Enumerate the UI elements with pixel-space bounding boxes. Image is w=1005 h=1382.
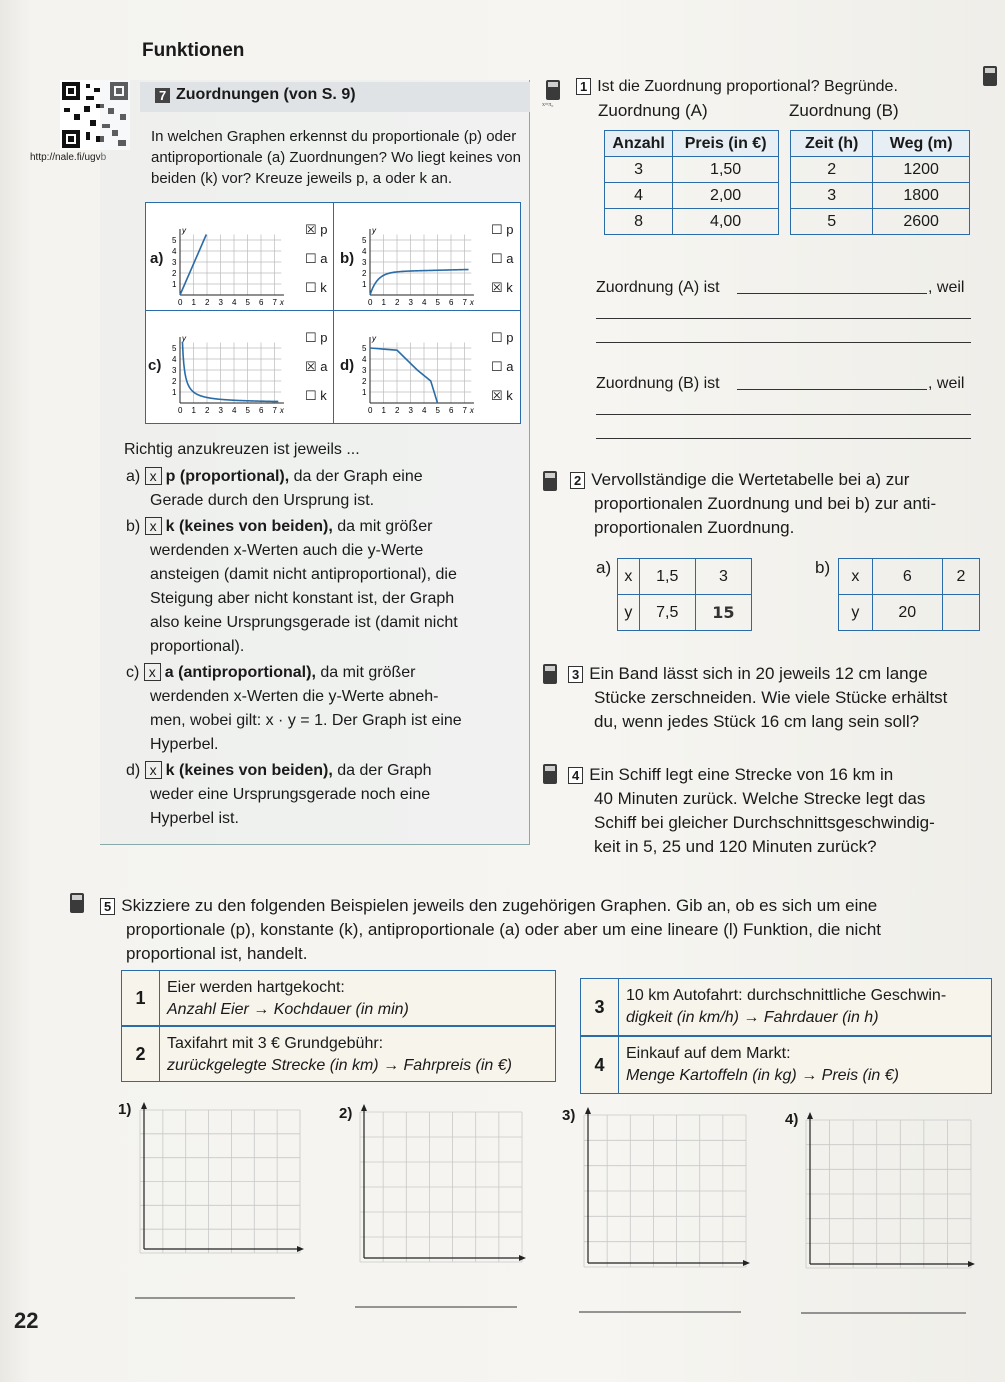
y-tick-label: 2 [362,269,367,278]
exercise-5-text: 5 Skizziere zu den folgenden Beispielen jeweils den zugehörigen Graphen. Gib an, ob es sich um eine proportionale (p), konstante (k), antiproportionale (a) oder aber um eine lineare (l) Funktion, die nicht proportional ist, handelt. [100,894,990,966]
solution-text: da mit größer [332,518,433,535]
x-tick-label: 6 [259,298,264,307]
qr-url[interactable]: http://nale.fi/ugvb [30,152,107,163]
x-arrow-icon [968,1261,975,1267]
x-tick-label: 2 [205,298,210,307]
checkbox-c-k[interactable]: ☐ k [305,388,327,403]
solution-heading: Richtig anzukreuzen ist jeweils ... [124,441,360,458]
x-tick-label: 5 [245,298,250,307]
x-tick-label: 1 [381,406,386,415]
x-tick-label: 7 [272,298,277,307]
x-tick-label: 7 [462,298,467,307]
x-axis-label: x [279,406,284,415]
x-tick-label: 6 [259,406,264,415]
table-2a: x 1,5 3 y 7,5 15 [617,558,752,631]
x-tick-label: 7 [272,406,277,415]
y-tick-label: 5 [362,236,367,245]
y-tick-label: 3 [172,258,177,267]
exercise-3-text: 3 Ein Band lässt sich in 20 jeweils 12 cm lange Stücke zerschneiden. Wie viele Stücke erhältst du, wenn jedes Stück 16 cm lang sein soll? [568,662,947,734]
x-tick-label: 4 [232,298,237,307]
x-tick-label: 1 [191,406,196,415]
y-tick-label: 3 [362,258,367,267]
solution-text: werdenden x-Werten die y-Werte abneh- [150,688,439,705]
solution-text: da mit größer [315,664,416,681]
y-tick-label: 3 [362,366,367,375]
table-b: Zeit (h) Weg (m) 2 1200 3 1800 5 2600 [790,130,970,235]
solution-label: b) [126,518,145,535]
y-tick-label: 5 [172,236,177,245]
y-arrow-icon [807,1112,813,1119]
y-tick-label: 5 [362,344,367,353]
exercise-4-text: 4 Ein Schiff legt eine Strecke von 16 km in 40 Minuten zurück. Welche Strecke legt das Schiff bei gleicher Durchschnittsgeschwindig- keit in 5, 25 und 120 Minuten zurück? [568,763,935,859]
table-2b: x 6 2 y 20 [838,558,980,631]
x-arrow-icon [519,1255,526,1261]
checkmark-box: x [145,761,162,779]
solution-text: also keine Ursprungsgerade ist (damit nicht [150,614,458,631]
x-tick-label: 5 [435,406,440,415]
y-arrow-icon [141,1102,147,1109]
x-tick-label: 7 [462,406,467,415]
checkbox-c-a[interactable]: ☒ a [305,359,328,374]
x-axis-label: x [279,298,284,307]
y-axis-label: y [182,334,186,343]
x-tick-label: 0 [178,298,183,307]
x-tick-label: 0 [178,406,183,415]
checkmark-box: x [145,517,162,535]
x-tick-label: 6 [449,406,454,415]
x-axis-label: x [469,406,474,415]
x-tick-label: 0 [368,406,373,415]
checkbox-d-a[interactable]: ☐ a [491,359,514,374]
checkbox-d-p[interactable]: ☐ p [491,330,514,345]
exercise-7-title: Zuordnungen (von S. 9) [176,86,356,103]
graph-label-d: d) [340,357,355,374]
calculator-label: x≈π₀ [542,102,554,108]
ex5-item-3: 3 10 km Autofahrt: durchschnittliche Geschwin- digkeit (in km/h) → Fahrdauer (in h) [580,978,992,1036]
checkmark-box: x [144,663,161,681]
x-tick-label: 2 [395,406,400,415]
x-arrow-icon [297,1246,304,1252]
y-tick-label: 4 [172,247,177,256]
x-tick-label: 3 [218,406,223,415]
solution-answer: a (antiproportional), [164,664,316,681]
exercise-2-text: 2 Vervollständige die Wertetabelle bei a) zur proportionalen Zuordnung und bei b) zur anti- proportionalen Zuordnung. [570,468,936,540]
solution-text: da der Graph [332,762,432,779]
x-tick-label: 3 [218,298,223,307]
solution-text: Hyperbel. [150,736,219,753]
solution-label: d) [126,762,145,779]
y-arrow-icon [361,1104,367,1111]
checkbox-a-p[interactable]: ☒ p [305,222,328,237]
x-tick-label: 4 [422,406,427,415]
checkbox-b-p[interactable]: ☐ p [491,222,514,237]
y-tick-label: 2 [172,269,177,278]
graph-label-a: a) [150,250,164,267]
y-arrow-icon [585,1107,591,1114]
checkbox-a-k[interactable]: ☐ k [305,280,327,295]
checkmark-box: x [145,467,162,485]
x-tick-label: 3 [408,298,413,307]
solution-text: da der Graph eine [289,468,423,485]
zuordnung-a-label: Zuordnung (A) [598,101,708,120]
y-tick-label: 3 [172,366,177,375]
zuordnung-b-label: Zuordnung (B) [789,101,899,120]
solution-label: a) [126,468,145,485]
table-2b-label: b) [815,558,831,577]
answer-b-prefix: Zuordnung (B) ist [596,375,720,392]
x-tick-label: 5 [245,406,250,415]
x-tick-label: 1 [191,298,196,307]
exercise-1-number: 1 [576,78,591,95]
page-title: Funktionen [142,40,245,61]
checkbox-a-a[interactable]: ☐ a [305,251,328,266]
grid-label-3: 3) [562,1107,576,1124]
grid-label-1: 1) [118,1101,132,1118]
x-tick-label: 0 [368,298,373,307]
page-number: 22 [14,1308,39,1333]
x-tick-label: 3 [408,406,413,415]
checkbox-c-p[interactable]: ☐ p [305,330,328,345]
solution-answer: k (keines von beiden), [165,518,333,535]
table-2a-label: a) [596,558,612,577]
exercise-1-title: Ist die Zuordnung proportional? Begründe. [597,78,898,95]
x-tick-label: 5 [435,298,440,307]
y-tick-label: 4 [172,355,177,364]
solution-text: Hyperbel ist. [150,810,239,827]
exercise-7-question: In welchen Graphen erkennst du proportionale (p) oder antiproportionale (a) Zuordnungen? Wo liegt keines von beiden (k) vor? Kreuze jeweils p, a oder k an. [151,128,521,187]
table-a: Anzahl Preis (in €) 3 1,50 4 2,00 8 4,00 [604,130,779,235]
y-tick-label: 4 [362,355,367,364]
x-arrow-icon [743,1260,750,1266]
y-tick-label: 2 [362,377,367,386]
solution-text: weder eine Ursprungsgerade noch eine [150,786,431,803]
y-tick-label: 1 [362,280,367,289]
solution-text: ansteigen (damit nicht antiproportional), die [150,566,457,583]
solution-text: Gerade durch den Ursprung ist. [150,492,375,509]
answer-b-weil: , weil [928,375,965,392]
x-tick-label: 4 [232,406,237,415]
solution-answer: p (proportional), [165,468,290,485]
y-tick-label: 2 [172,377,177,386]
grid-label-2: 2) [339,1105,353,1122]
answer-a-prefix: Zuordnung (A) ist [596,279,720,296]
handwritten-answer[interactable]: 15 [695,595,751,631]
ex5-item-2: 2 Taxifahrt mit 3 € Grundgebühr: zurückgelegte Strecke (in km) → Fahrpreis (in €) [121,1026,556,1082]
solution-text: proportional). [150,638,245,655]
solution-text: Steigung aber nicht konstant ist, der Graph [150,590,455,607]
y-axis-label: y [372,226,376,235]
solution-text: men, wobei gilt: x · y = 1. Der Graph ist eine [150,712,462,729]
answer-a-weil: , weil [928,279,965,296]
x-axis-label: x [469,298,474,307]
ex5-item-1: 1 Eier werden hartgekocht: Anzahl Eier → Kochdauer (in min) [121,970,556,1026]
grid-label-4: 4) [785,1111,799,1128]
y-tick-label: 1 [172,280,177,289]
x-tick-label: 1 [381,298,386,307]
x-tick-label: 2 [395,298,400,307]
solution-text: werdenden x-Werten auch die y-Werte [150,542,424,559]
y-tick-label: 5 [172,344,177,353]
x-tick-label: 2 [205,406,210,415]
exercise-7-badge: 7 [155,88,170,103]
ex5-item-4: 4 Einkauf auf dem Markt: Menge Kartoffeln (in kg) → Preis (in €) [580,1036,992,1094]
x-tick-label: 4 [422,298,427,307]
checkbox-d-k[interactable]: ☒ k [491,388,513,403]
graph-label-b: b) [340,250,355,267]
y-axis-label: y [372,334,376,343]
y-tick-label: 1 [172,388,177,397]
graph-label-c: c) [148,357,162,374]
solution-answer: k (keines von beiden), [165,762,333,779]
y-tick-label: 1 [362,388,367,397]
y-tick-label: 4 [362,247,367,256]
checkbox-b-a[interactable]: ☐ a [491,251,514,266]
x-tick-label: 6 [449,298,454,307]
checkbox-b-k[interactable]: ☒ k [491,280,513,295]
solution-label: c) [126,664,144,681]
y-axis-label: y [182,226,186,235]
